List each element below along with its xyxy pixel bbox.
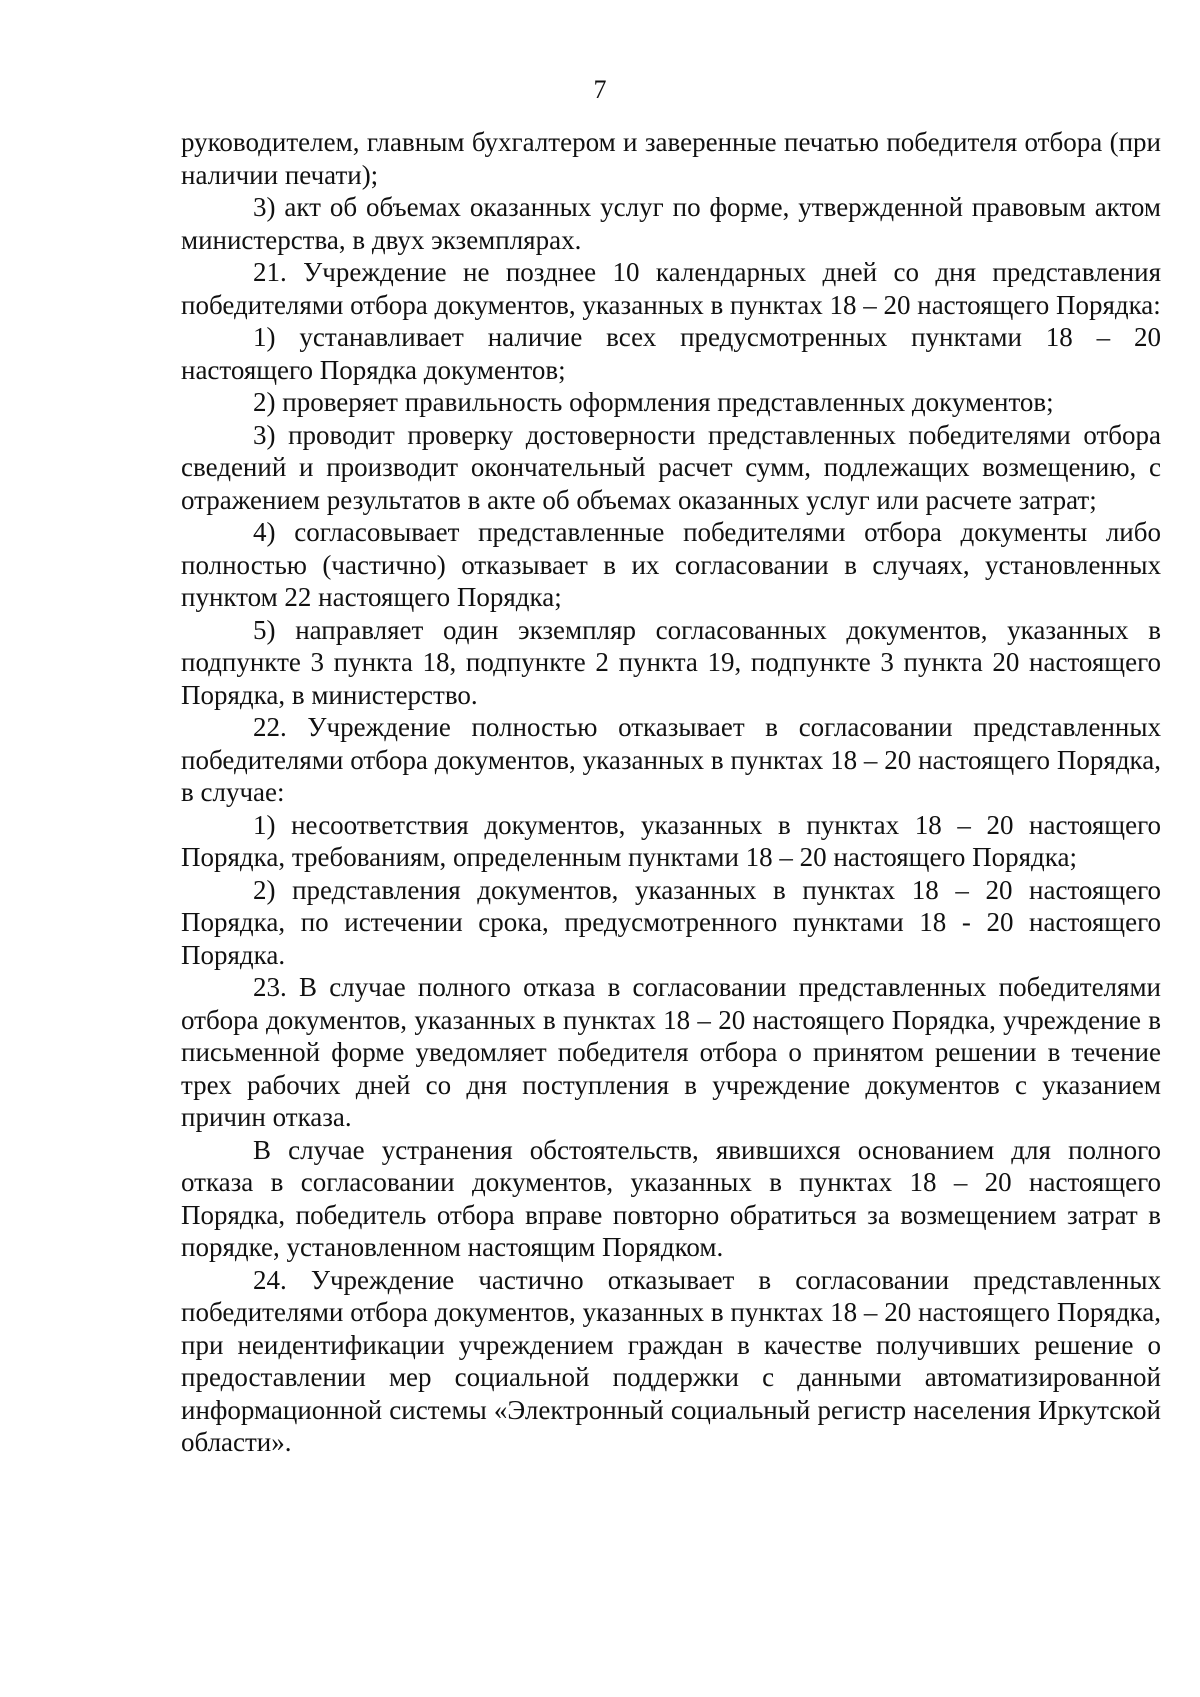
paragraph-continuation: руководителем, главным бухгалтером и заверенные печатью победителя отбора (при наличии печати); bbox=[181, 127, 1161, 190]
paragraph-21-3: 3) проводит проверку достоверности представленных победителями отбора сведений и производит окончательный расчет сумм, подлежащих возмещению, с отражением результатов в акте об объемах оказанных услуг или расчете затрат; bbox=[181, 419, 1161, 515]
paragraph-22-2: 2) представления документов, указанных в пунктах 18 – 20 настоящего Порядка, по истечении срока, предусмотренного пунктами 18 - 20 настоящего Порядка. bbox=[181, 874, 1161, 970]
paragraph-23: 23. В случае полного отказа в согласовании представленных победителями отбора документов, указанных в пунктах 18 – 20 настоящего Порядка, учреждение в письменной форме уведомляет победителя отбора о принятом решении в течение трех рабочих дней со дня поступления в учреждение документов с указанием причин отказа. bbox=[181, 972, 1161, 1132]
paragraph-21-1: 1) устанавливает наличие всех предусмотренных пунктами 18 – 20 настоящего Порядка документов; bbox=[181, 322, 1161, 385]
paragraph-20-3: 3) акт об объемах оказанных услуг по форме, утвержденной правовым актом министерства, в двух экземплярах. bbox=[181, 192, 1161, 255]
paragraph-22: 22. Учреждение полностью отказывает в согласовании представленных победителями отбора документов, указанных в пунктах 18 – 20 настоящего Порядка, в случае: bbox=[181, 712, 1161, 807]
paragraph-21-4: 4) согласовывает представленные победителями отбора документы либо полностью (частично) отказывает в их согласовании в случаях, установленных пунктом 22 настоящего Порядка; bbox=[181, 517, 1161, 612]
page-number: 7 bbox=[593, 75, 607, 104]
paragraph-21: 21. Учреждение не позднее 10 календарных дней со дня представления победителями отбора документов, указанных в пунктах 18 – 20 настоящего Порядка: bbox=[181, 257, 1161, 320]
paragraph-22-1: 1) несоответствия документов, указанных в пунктах 18 – 20 настоящего Порядка, требованиям, определенным пунктами 18 – 20 настоящего Порядка; bbox=[181, 809, 1161, 872]
paragraph-21-2: 2) проверяет правильность оформления представленных документов; bbox=[253, 387, 1054, 417]
paragraph-23-second: В случае устранения обстоятельств, явившихся основанием для полного отказа в согласовании документов, указанных в пунктах 18 – 20 настоящего Порядка, победитель отбора вправе повторно обратиться за возмещением затрат в порядке, установленном настоящим Порядком. bbox=[181, 1134, 1161, 1262]
paragraph-24: 24. Учреждение частично отказывает в согласовании представленных победителями отбора документов, указанных в пунктах 18 – 20 настоящего Порядка, при неидентификации учреждением граждан в качестве получивших решение о предоставлении мер социальной поддержки с данными автоматизированной информационной системы «Электронный социальный регистр населения Иркутской области». bbox=[181, 1264, 1161, 1457]
document-body bbox=[181, 126, 1161, 1459]
paragraph-21-5: 5) направляет один экземпляр согласованных документов, указанных в подпункте 3 пункта 18, подпункте 2 пункта 19, подпункте 3 пункта 20 настоящего Порядка, в министерство. bbox=[181, 614, 1161, 710]
